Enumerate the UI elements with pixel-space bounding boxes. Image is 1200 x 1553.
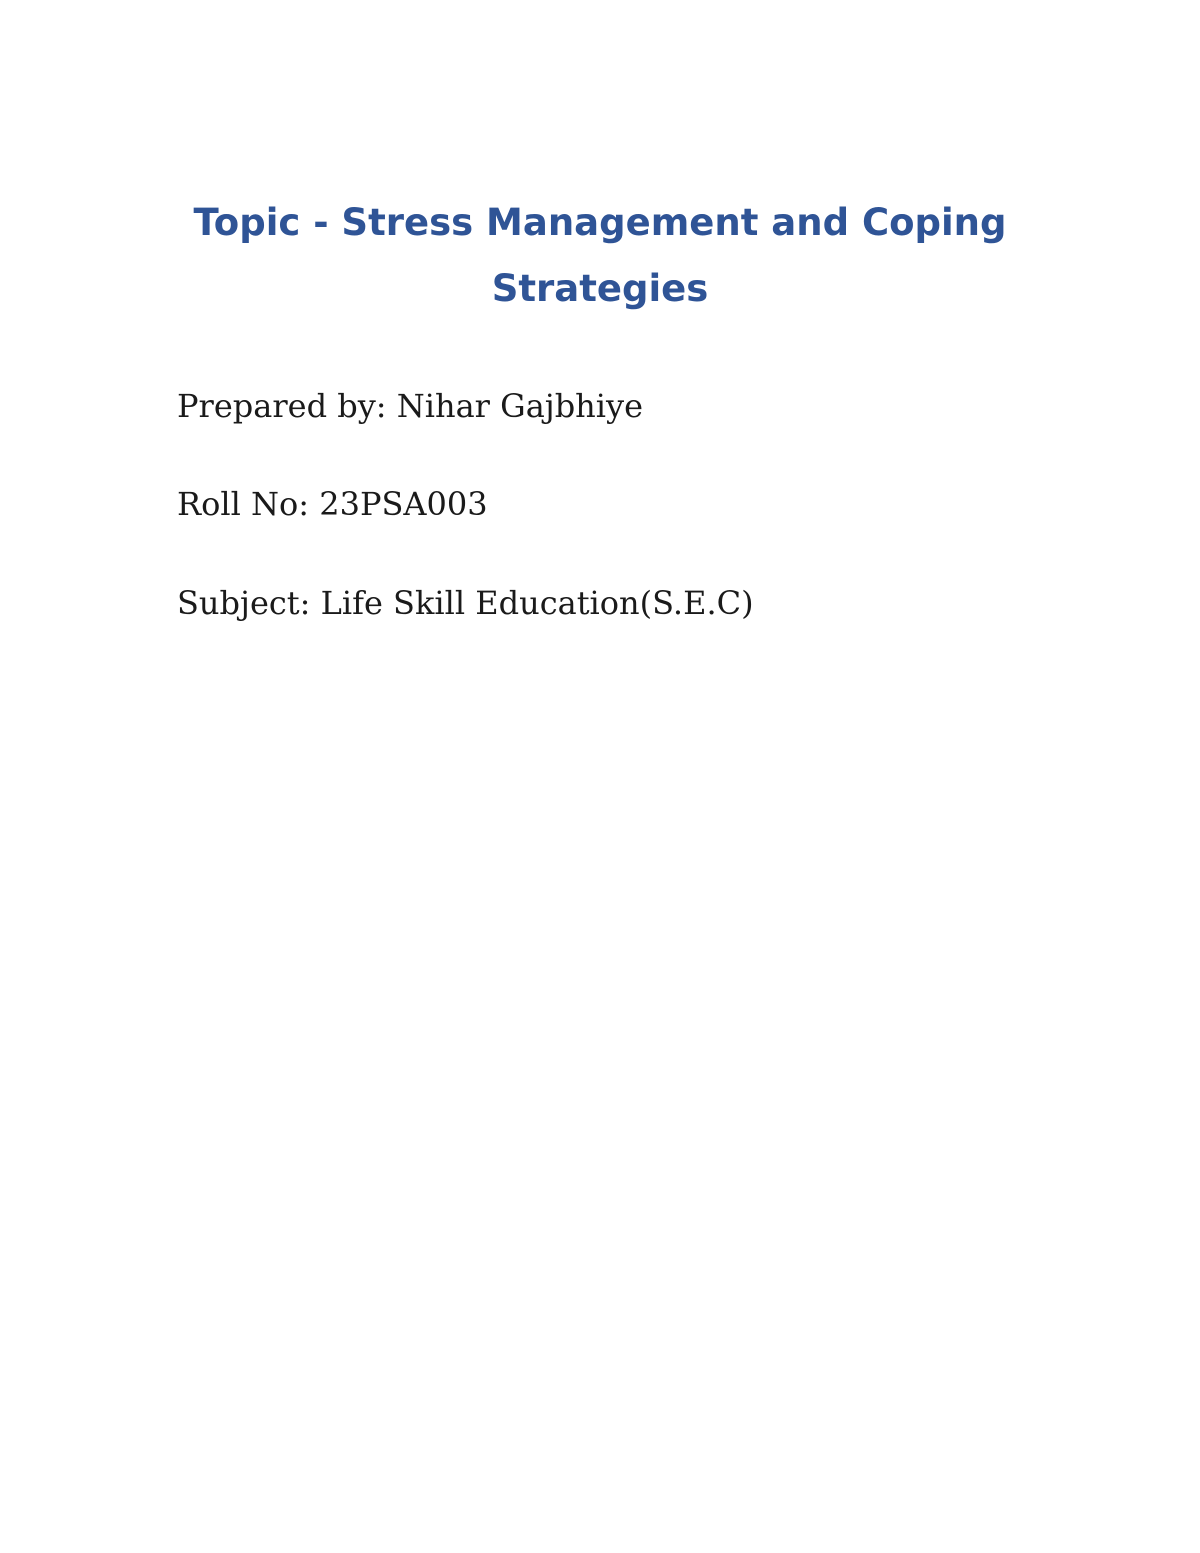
- prepared-by-text: Prepared by: Nihar Gajbhiye: [177, 387, 644, 425]
- title-line-2: Strategies: [491, 267, 709, 310]
- subject-text: Subject: Life Skill Education(S.E.C): [177, 584, 754, 622]
- roll-number-text: Roll No: 23PSA003: [177, 485, 488, 523]
- document-title: [150, 190, 1050, 322]
- title-line-1: Topic - Stress Management and Coping: [193, 201, 1007, 244]
